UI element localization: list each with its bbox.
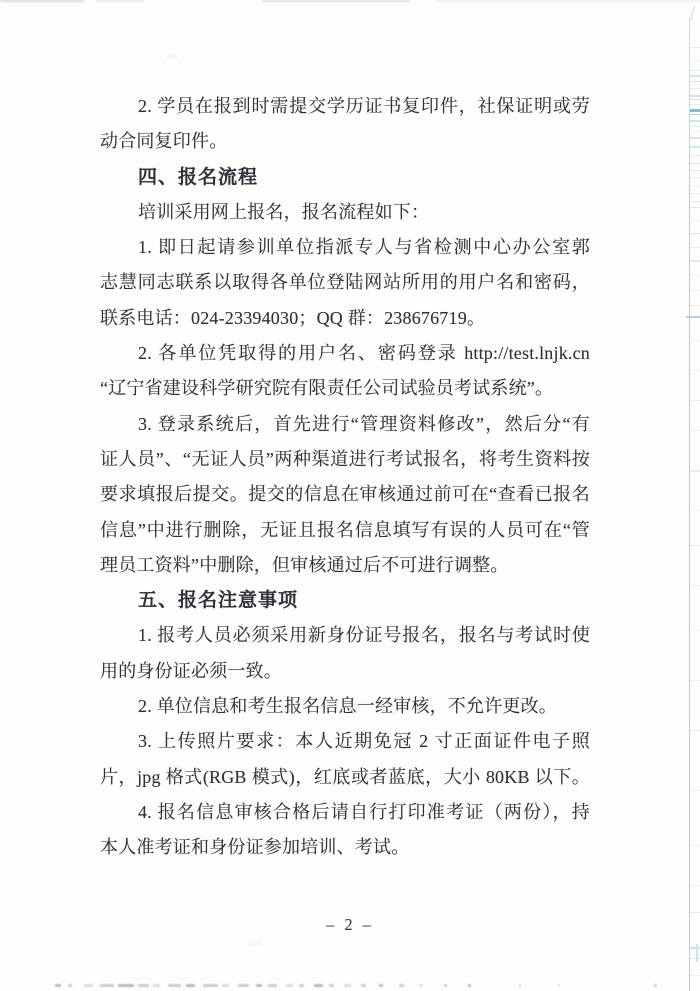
page-edge-color-stripe bbox=[690, 131, 700, 132]
text-line: 志慧同志联系以取得各单位登陆网站所用的用户名和密码， bbox=[100, 272, 590, 293]
page-edge-color-stripe bbox=[690, 958, 700, 959]
text-line: 1. 报考人员必须采用新身份证号报名，报名与考试时使 bbox=[138, 625, 590, 646]
show-through-speck bbox=[379, 984, 383, 987]
text-line: 2. 各单位凭取得的用户名、密码登录 http://test.lnjk.cn bbox=[138, 343, 590, 364]
text-line: 证人员”、“无证人员”两种渠道进行考试报名，将考生资料按 bbox=[100, 448, 590, 469]
show-through-speck bbox=[299, 984, 304, 987]
page-edge-color-stripe bbox=[690, 290, 700, 291]
text-line: 1. 即日起请参训单位指派专人与省检测中心办公室郭 bbox=[138, 237, 590, 258]
show-through-speck bbox=[344, 984, 351, 987]
page-edge-color-stripe bbox=[690, 99, 700, 100]
page-edge-color-stripe bbox=[690, 170, 700, 171]
page-edge-color-stripe bbox=[690, 207, 700, 208]
show-through-speck bbox=[100, 984, 114, 987]
section-heading: 四、报名流程 bbox=[138, 166, 259, 188]
text-line: 片，jpg 格式(RGB 模式)，红底或者蓝底，大小 80KB 以下。 bbox=[100, 766, 590, 787]
page-edge-color-stripe bbox=[690, 60, 700, 61]
page-edge-color-stripe bbox=[690, 163, 700, 164]
page-edge-color-stripe bbox=[690, 470, 700, 472]
page-edge-color-stripe bbox=[690, 370, 700, 371]
page-edge-color-stripe bbox=[690, 70, 700, 71]
page-edge-color-stripe bbox=[690, 790, 700, 791]
page-edge-color-stripe bbox=[690, 220, 700, 221]
page-edge-color-stripe bbox=[690, 75, 700, 77]
page-edge-color-stripe bbox=[690, 947, 700, 949]
page-edge-color-stripe bbox=[690, 885, 700, 886]
page-edge-color-stripe bbox=[690, 126, 700, 127]
page-edge-color-stripe bbox=[690, 88, 700, 89]
show-through-speck bbox=[168, 984, 181, 987]
show-through-speck bbox=[444, 984, 447, 987]
text-line: 信息”中进行删除，无证且报名信息填写有误的人员可在“管 bbox=[100, 519, 590, 540]
page-edge-color-stripe bbox=[690, 95, 700, 97]
page-edge-color-stripe bbox=[690, 585, 700, 586]
show-through-speck bbox=[558, 984, 560, 987]
page-edge-color-stripe bbox=[690, 109, 700, 112]
show-through-speck bbox=[256, 984, 262, 987]
show-through-speck bbox=[468, 984, 471, 987]
page-edge-cyan-tick bbox=[696, 944, 698, 962]
page-edge-color-stripe bbox=[690, 275, 700, 276]
page-edge-color-stripe bbox=[690, 260, 700, 262]
show-through-speck bbox=[361, 984, 366, 987]
text-line: 联系电话：024-23394030；QQ 群：238676719。 bbox=[100, 307, 486, 328]
page-edge-color-stripe bbox=[690, 146, 700, 148]
page-edge-curve bbox=[690, 5, 695, 21]
text-line: 本人准考证和身份证参加培训、考试。 bbox=[100, 837, 410, 858]
page-edge-color-stripe bbox=[690, 340, 700, 341]
text-line: 用的身份证必须一致。 bbox=[100, 660, 282, 681]
page-edge-color-stripe bbox=[690, 845, 700, 846]
show-through-speck bbox=[118, 984, 134, 987]
page-edge-color-stripe bbox=[690, 137, 700, 139]
show-through-speck bbox=[222, 984, 229, 987]
show-through-speck bbox=[84, 984, 93, 987]
show-through-speck bbox=[68, 984, 72, 987]
text-line: 动合同复印件。 bbox=[100, 131, 228, 152]
scan-smudge bbox=[248, 941, 262, 945]
page-edge-color-stripe bbox=[690, 186, 700, 187]
page-edge-color-stripe bbox=[690, 120, 700, 122]
show-through-speck bbox=[138, 984, 149, 987]
page-edge-color-stripe bbox=[690, 233, 700, 234]
show-through-speck bbox=[203, 984, 218, 987]
page-edge-color-stripe bbox=[690, 247, 700, 248]
page-edge-color-stripe bbox=[690, 114, 700, 115]
show-through-speck bbox=[186, 984, 195, 987]
page-edge-color-stripe bbox=[690, 177, 700, 178]
show-through-speck bbox=[519, 984, 521, 987]
text-line: 2. 学员在报到时需提交学历证书复印件，社保证明或劳 bbox=[138, 96, 590, 116]
text-line: 3. 登录系统后，首先进行“管理资料修改”，然后分“有 bbox=[138, 413, 590, 434]
text-line: 理员工资料”中删除，但审核通过后不可进行调整。 bbox=[100, 554, 509, 575]
scan-edge-smudge bbox=[262, 0, 410, 2]
show-through-speck bbox=[654, 984, 657, 987]
page-edge-color-stripe bbox=[690, 510, 700, 511]
page-edge-color-stripe bbox=[690, 730, 700, 731]
text-line: 4. 报名信息审核合格后请自行打印准考证（两份），持 bbox=[138, 801, 590, 822]
page-edge-color-stripe bbox=[690, 400, 700, 401]
scan-edge-smudge bbox=[436, 0, 700, 2]
page-edge-color-stripe bbox=[690, 430, 700, 431]
page-edge-color-stripe bbox=[690, 545, 700, 546]
page-edge-color-stripe bbox=[686, 316, 700, 318]
page-edge-color-stripe bbox=[690, 104, 700, 105]
show-through-speck bbox=[286, 984, 293, 987]
text-line: “辽宁省建设科学研究院有限责任公司试验员考试系统”。 bbox=[100, 378, 554, 399]
page-edge-color-stripe bbox=[690, 305, 700, 306]
show-through-speck bbox=[329, 984, 334, 987]
scan-smudge bbox=[166, 55, 178, 59]
text-line: 要求填报后提交。提交的信息在审核通过前可在“查看已报名 bbox=[100, 484, 590, 505]
show-through-speck bbox=[399, 984, 404, 987]
show-through-speck bbox=[55, 984, 61, 987]
text-line: 3. 上传照片要求：本人近期免冠 2 寸正面证件电子照 bbox=[138, 731, 590, 752]
scan-edge-smudge bbox=[0, 0, 85, 2]
page-edge-color-stripe bbox=[690, 193, 700, 194]
show-through-speck bbox=[268, 984, 277, 987]
page-edge-color-stripe bbox=[690, 680, 700, 681]
section-heading: 五、报名注意事项 bbox=[138, 590, 299, 612]
show-through-speck bbox=[238, 984, 249, 987]
page-edge-color-stripe bbox=[690, 155, 700, 156]
show-through-speck bbox=[419, 984, 423, 987]
page-number: – 2 – bbox=[326, 915, 374, 934]
page-edge-color-stripe bbox=[690, 47, 700, 48]
page-edge-color-stripe bbox=[690, 975, 700, 976]
show-through-speck bbox=[153, 984, 160, 987]
text-line: 培训采用网上报名，报名流程如下： bbox=[138, 201, 430, 222]
page-edge-color-stripe bbox=[690, 201, 700, 202]
show-through-speck bbox=[314, 984, 323, 987]
page-edge-color-stripe bbox=[690, 912, 700, 913]
text-line: 2. 单位信息和考生报名信息一经审核，不允许更改。 bbox=[138, 696, 557, 717]
document-body bbox=[100, 89, 590, 866]
page-edge-color-stripe bbox=[690, 81, 700, 82]
scan-edge-smudge bbox=[96, 0, 144, 2]
page-edge-color-stripe bbox=[690, 630, 700, 631]
